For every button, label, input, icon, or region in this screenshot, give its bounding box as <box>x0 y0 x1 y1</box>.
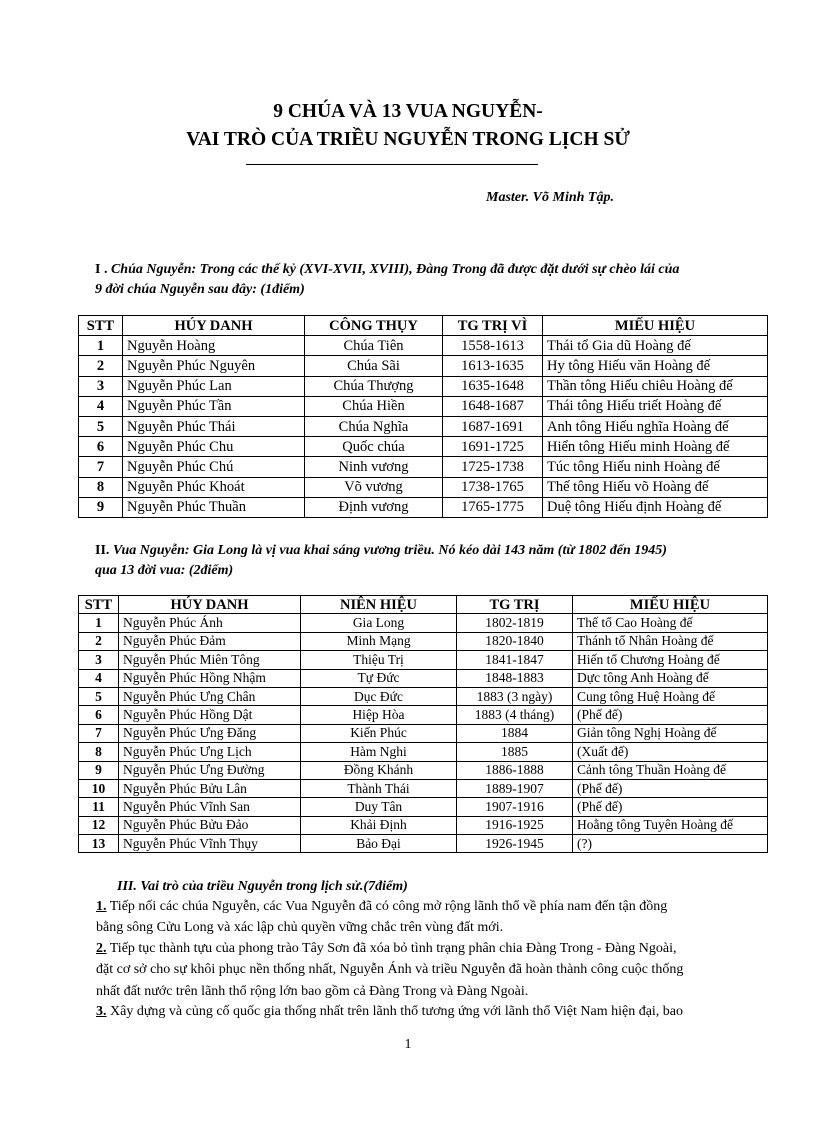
table-cell: Chúa Tiên <box>305 336 443 356</box>
table-row <box>79 706 768 724</box>
lords-table <box>78 315 768 518</box>
paragraph-3-number: 3. <box>96 1004 107 1019</box>
section-1-heading <box>95 260 679 300</box>
table-cell: 9 <box>79 761 119 779</box>
paragraph-2-line-2: đặt cơ sở cho sự khôi phục nền thống nhất, Nguyễn Ánh và triều Nguyễn đã hoàn thành công cuộc thống <box>96 962 684 978</box>
table-cell: Nguyễn Phúc Ánh <box>119 614 301 632</box>
table-cell: Nguyễn Phúc Ưng Lịch <box>119 743 301 761</box>
table-cell: Thái tổ Gia dũ Hoàng đế <box>543 336 768 356</box>
table-cell: 1691-1725 <box>443 437 543 457</box>
table-row <box>79 336 768 356</box>
table-cell: Hoằng tông Tuyên Hoàng đế <box>573 816 768 834</box>
table-cell: 4 <box>79 669 119 687</box>
table1-header-cell: STT <box>79 316 123 336</box>
paragraph-3-line-1: Xây dựng và củng cố quốc gia thống nhất trên lãnh thổ tương ứng với lãnh thổ Việt Nam hiện đại, bao <box>106 1004 684 1019</box>
section-3-heading: III. Vai trò của triều Nguyễn trong lịch sử.(7điểm) <box>117 879 408 894</box>
table-cell: Thần tông Hiếu chiêu Hoàng đế <box>543 376 768 396</box>
table-cell: 1883 (3 ngày) <box>457 687 573 705</box>
title-line-2: VAI TRÒ CỦA TRIỀU NGUYỄN TRONG LỊCH SỬ <box>186 129 630 150</box>
table-cell: 13 <box>79 835 119 853</box>
section-2-number: II. <box>95 543 113 558</box>
section-2-line-1: Vua Nguyễn: Gia Long là vị vua khai sáng vương triều. Nó kéo dài 143 năm (từ 1802 đến 1945) <box>112 543 667 558</box>
paragraph-1 <box>96 896 736 939</box>
table-cell: 8 <box>79 477 123 497</box>
table-cell: Nguyễn Phúc Vĩnh San <box>119 798 301 816</box>
table-cell: Hiến tổ Chương Hoàng đế <box>573 651 768 669</box>
table-cell: Hiển tông Hiếu minh Hoàng đế <box>543 437 768 457</box>
table-cell: Cung tông Huệ Hoàng đế <box>573 687 768 705</box>
table2-header-cell: NIÊN HIỆU <box>301 596 457 614</box>
table2-header-cell: HÚY DANH <box>119 596 301 614</box>
table-cell: 1883 (4 tháng) <box>457 706 573 724</box>
table-cell: Dục Đức <box>301 687 457 705</box>
table-cell: 1848-1883 <box>457 669 573 687</box>
table-cell: (?) <box>573 835 768 853</box>
table-row <box>79 724 768 742</box>
table2-header-cell: MIẾU HIỆU <box>573 596 768 614</box>
table-cell: 8 <box>79 743 119 761</box>
table-row <box>79 416 768 436</box>
table-cell: Bảo Đại <box>301 835 457 853</box>
table-cell: Nguyễn Phúc Bửu Lân <box>119 779 301 797</box>
table-cell: Túc tông Hiếu ninh Hoàng đế <box>543 457 768 477</box>
table-cell: 1889-1907 <box>457 779 573 797</box>
table-cell: Cảnh tông Thuần Hoàng đế <box>573 761 768 779</box>
table1-header-cell: TG TRỊ VÌ <box>443 316 543 336</box>
paragraph-2 <box>96 938 736 1002</box>
table-cell: 1725-1738 <box>443 457 543 477</box>
table-cell: Chúa Hiền <box>305 396 443 416</box>
lords-table-header <box>79 316 768 336</box>
table-cell: 1738-1765 <box>443 477 543 497</box>
table-cell: Nguyễn Phúc Vĩnh Thụy <box>119 835 301 853</box>
title-underline <box>246 164 538 165</box>
table-cell: Nguyễn Phúc Ưng Đăng <box>119 724 301 742</box>
table-cell: Giản tông Nghị Hoàng đế <box>573 724 768 742</box>
paragraph-2-line-1: Tiếp tục thành tựu của phong trào Tây Sơn đã xóa bỏ tình trạng phân chia Đàng Trong - Đàng Ngoài, <box>106 941 677 956</box>
table-row <box>79 687 768 705</box>
paragraph-3 <box>96 1001 736 1022</box>
table-cell: Đồng Khánh <box>301 761 457 779</box>
author: Master. Võ Minh Tập. <box>486 190 614 205</box>
table-cell: Duy Tân <box>301 798 457 816</box>
table-cell: Nguyễn Phúc Miên Tông <box>119 651 301 669</box>
table-row <box>79 669 768 687</box>
table-cell: 1 <box>79 336 123 356</box>
table-cell: 1926-1945 <box>457 835 573 853</box>
kings-table <box>78 595 768 853</box>
table-cell: Nguyễn Phúc Nguyên <box>123 356 305 376</box>
table-cell: Anh tông Hiếu nghĩa Hoàng đế <box>543 416 768 436</box>
table-cell: Gia Long <box>301 614 457 632</box>
table-cell: Võ vương <box>305 477 443 497</box>
table1-header-cell: MIẾU HIỆU <box>543 316 768 336</box>
table-cell: Hy tông Hiếu văn Hoàng đế <box>543 356 768 376</box>
table1-header-cell: CÔNG THỤY <box>305 316 443 336</box>
table2-header-cell: STT <box>79 596 119 614</box>
table1-header-cell: HÚY DANH <box>123 316 305 336</box>
table-cell: Nguyễn Phúc Ưng Chân <box>119 687 301 705</box>
table-cell: Thế tông Hiếu võ Hoàng đế <box>543 477 768 497</box>
table-row <box>79 497 768 517</box>
table-cell: (Phế đế) <box>573 779 768 797</box>
table2-header-cell: TG TRỊ <box>457 596 573 614</box>
table-cell: 6 <box>79 706 119 724</box>
table-cell: 12 <box>79 816 119 834</box>
table-cell: 1635-1648 <box>443 376 543 396</box>
table-row <box>79 779 768 797</box>
table-cell: 1558-1613 <box>443 336 543 356</box>
table-cell: Chúa Sãi <box>305 356 443 376</box>
table-row <box>79 376 768 396</box>
table-row <box>79 761 768 779</box>
table-cell: Nguyễn Phúc Bửu Đảo <box>119 816 301 834</box>
table-cell: Nguyễn Phúc Ưng Đường <box>119 761 301 779</box>
table-row <box>79 614 768 632</box>
table-row <box>79 457 768 477</box>
table-cell: Nguyễn Phúc Chú <box>123 457 305 477</box>
table-cell: 3 <box>79 651 119 669</box>
table-cell: Dực tông Anh Hoàng đế <box>573 669 768 687</box>
table-row <box>79 477 768 497</box>
table-cell: 1885 <box>457 743 573 761</box>
table-row <box>79 835 768 853</box>
table-row <box>79 816 768 834</box>
paragraph-2-number: 2. <box>96 941 107 956</box>
table-cell: Nguyễn Phúc Hồng Dật <box>119 706 301 724</box>
table-cell: Thành Thái <box>301 779 457 797</box>
table-cell: Thánh tổ Nhân Hoàng đế <box>573 632 768 650</box>
table-cell: 1687-1691 <box>443 416 543 436</box>
table-row <box>79 743 768 761</box>
table-row <box>79 632 768 650</box>
table-cell: Hàm Nghi <box>301 743 457 761</box>
paragraph-1-line-2: bằng sông Cửu Long và xác lập chủ quyền vững chắc trên vùng đất mới. <box>96 920 504 936</box>
page-number: 1 <box>404 1037 412 1052</box>
table-cell: Nguyễn Phúc Tần <box>123 396 305 416</box>
table-cell: Minh Mạng <box>301 632 457 650</box>
table-cell: 9 <box>79 497 123 517</box>
table-row <box>79 396 768 416</box>
table-cell: 2 <box>79 632 119 650</box>
table-row <box>79 651 768 669</box>
table-cell: (Phế đế) <box>573 798 768 816</box>
table-cell: (Phế đế) <box>573 706 768 724</box>
paragraph-1-line-1: Tiếp nối các chúa Nguyễn, các Vua Nguyễn đã có công mở rộng lãnh thổ về phía nam đến tận đồng <box>106 899 668 914</box>
table-cell: 1886-1888 <box>457 761 573 779</box>
table-cell: Nguyễn Phúc Thuần <box>123 497 305 517</box>
table-cell: 1802-1819 <box>457 614 573 632</box>
table-cell: (Xuất đế) <box>573 743 768 761</box>
table-cell: 4 <box>79 396 123 416</box>
table-cell: 1884 <box>457 724 573 742</box>
table-cell: 5 <box>79 416 123 436</box>
table-cell: Nguyễn Hoàng <box>123 336 305 356</box>
table-cell: Nguyễn Phúc Chu <box>123 437 305 457</box>
table-row <box>79 356 768 376</box>
table-cell: Khải Định <box>301 816 457 834</box>
table-cell: Nguyễn Phúc Đảm <box>119 632 301 650</box>
table-cell: 5 <box>79 687 119 705</box>
table-cell: Quốc chúa <box>305 437 443 457</box>
kings-table-header <box>79 596 768 614</box>
paragraph-2-line-3: nhất đất nước trên lãnh thổ rộng lớn bao gồm cả Đàng Trong và Đàng Ngoài. <box>96 983 529 999</box>
table-cell: Định vương <box>305 497 443 517</box>
section-1-line-1: Chúa Nguyễn: Trong các thế kỷ (XVI-XVII, XVIII), Đàng Trong đã được đặt dưới sự chèo lái của <box>110 262 680 277</box>
table-cell: 1648-1687 <box>443 396 543 416</box>
table-cell: Thái tông Hiếu triết Hoàng đế <box>543 396 768 416</box>
table-cell: Kiến Phúc <box>301 724 457 742</box>
table-cell: Nguyễn Phúc Thái <box>123 416 305 436</box>
section-2-line-2: qua 13 đời vua: (2điểm) <box>95 563 234 578</box>
table-cell: 11 <box>79 798 119 816</box>
section-1-line-2: 9 đời chúa Nguyễn sau đây: (1điểm) <box>95 282 305 297</box>
table-cell: 2 <box>79 356 123 376</box>
paragraph-1-number: 1. <box>96 899 107 914</box>
title-line-1: 9 CHÚA VÀ 13 VUA NGUYỄN- <box>273 101 543 122</box>
table-cell: 7 <box>79 724 119 742</box>
table-cell: Thiệu Trị <box>301 651 457 669</box>
table-cell: 3 <box>79 376 123 396</box>
table-cell: Tự Đức <box>301 669 457 687</box>
table-cell: 1765-1775 <box>443 497 543 517</box>
table-cell: Nguyễn Phúc Lan <box>123 376 305 396</box>
table-cell: Chúa Thượng <box>305 376 443 396</box>
table-row <box>79 798 768 816</box>
section-2-heading <box>95 541 667 581</box>
table-cell: 1820-1840 <box>457 632 573 650</box>
table-cell: 1 <box>79 614 119 632</box>
table-cell: Duệ tông Hiếu định Hoàng đế <box>543 497 768 517</box>
table-cell: Hiệp Hòa <box>301 706 457 724</box>
table-cell: 1907-1916 <box>457 798 573 816</box>
table-cell: 6 <box>79 437 123 457</box>
table-cell: Thế tổ Cao Hoàng đế <box>573 614 768 632</box>
table-cell: 1613-1635 <box>443 356 543 376</box>
table-cell: Chúa Nghĩa <box>305 416 443 436</box>
section-1-number: I . <box>95 262 111 277</box>
table-cell: 7 <box>79 457 123 477</box>
table-cell: Ninh vương <box>305 457 443 477</box>
table-cell: 1916-1925 <box>457 816 573 834</box>
table-cell: 10 <box>79 779 119 797</box>
table-cell: Nguyễn Phúc Khoát <box>123 477 305 497</box>
table-row <box>79 437 768 457</box>
table-cell: 1841-1847 <box>457 651 573 669</box>
table-cell: Nguyễn Phúc Hồng Nhậm <box>119 669 301 687</box>
